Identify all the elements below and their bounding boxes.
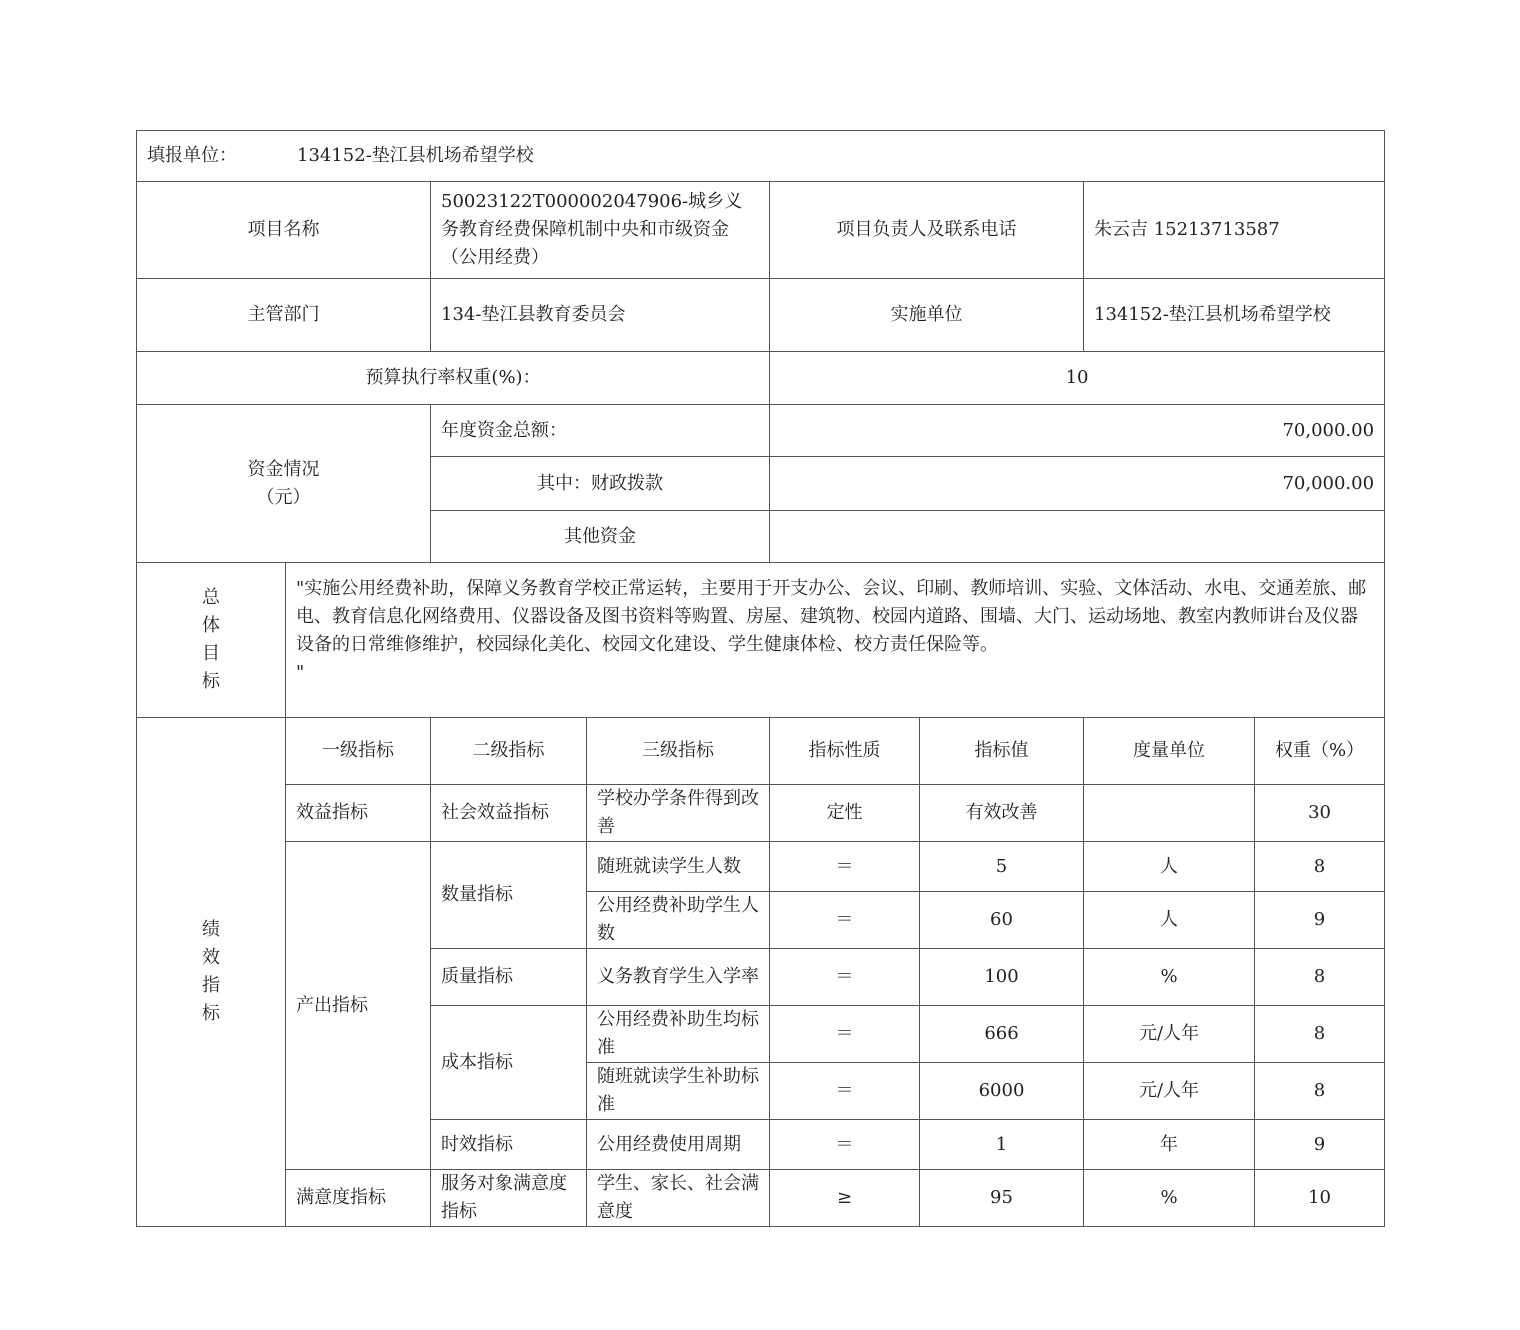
indicator-weight: 8 (1255, 1006, 1385, 1063)
indicator-unit: % (1084, 949, 1255, 1006)
indicator-name: 义务教育学生入学率 (587, 949, 770, 1006)
indicator-value: 1 (920, 1120, 1084, 1170)
funds-label-line2: （元） (256, 486, 311, 508)
performance-label: 绩效指标 (202, 919, 220, 1024)
indicator-value: 6000 (920, 1063, 1084, 1120)
level2-social: 社会效益指标 (431, 785, 587, 842)
indicator-value: 95 (920, 1170, 1084, 1227)
performance-label-cell (137, 718, 286, 1227)
header-level1: 一级指标 (286, 718, 431, 785)
reporting-unit-value: 134152-垫江县机场希望学校 (297, 145, 534, 166)
implementing-unit-label: 实施单位 (770, 279, 1084, 352)
indicator-value: 5 (920, 842, 1084, 892)
reporting-unit-label: 填报单位： (147, 145, 237, 166)
budget-weight-label: 预算执行率权重(%)： (137, 352, 770, 405)
indicator-unit: 年 (1084, 1120, 1255, 1170)
indicator-unit (1084, 785, 1255, 842)
indicator-nature: ＝ (770, 892, 920, 949)
overall-goal-label-cell (137, 563, 286, 718)
implementing-unit-value: 134152-垫江县机场希望学校 (1084, 279, 1385, 352)
level1-benefit: 效益指标 (286, 785, 431, 842)
department-value: 134-垫江县教育委员会 (431, 279, 770, 352)
project-name-label: 项目名称 (137, 182, 431, 279)
indicator-value: 有效改善 (920, 785, 1084, 842)
funds-fiscal-label: 其中：财政拨款 (431, 457, 770, 511)
indicator-name: 学生、家长、社会满意度 (587, 1170, 770, 1227)
indicator-unit: % (1084, 1170, 1255, 1227)
header-unit: 度量单位 (1084, 718, 1255, 785)
header-level2: 二级指标 (431, 718, 587, 785)
indicator-weight: 9 (1255, 1120, 1385, 1170)
header-level3: 三级指标 (587, 718, 770, 785)
indicator-name: 随班就读学生人数 (587, 842, 770, 892)
indicator-name: 公用经费补助生均标准 (587, 1006, 770, 1063)
funds-other-value (770, 511, 1385, 563)
indicator-nature: ＝ (770, 1120, 920, 1170)
level2-timeliness: 时效指标 (431, 1120, 587, 1170)
level2-cost: 成本指标 (431, 1006, 587, 1120)
indicator-nature: ≥ (770, 1170, 920, 1227)
level2-quantity: 数量指标 (431, 842, 587, 949)
header-nature: 指标性质 (770, 718, 920, 785)
indicator-nature: ＝ (770, 949, 920, 1006)
level1-output: 产出指标 (286, 842, 431, 1170)
department-label: 主管部门 (137, 279, 431, 352)
performance-target-table (136, 130, 1385, 1227)
indicator-value: 100 (920, 949, 1084, 1006)
indicator-name: 学校办学条件得到改善 (587, 785, 770, 842)
funds-label-line1: 资金情况 (247, 458, 320, 480)
indicator-weight: 9 (1255, 892, 1385, 949)
indicator-weight: 10 (1255, 1170, 1385, 1227)
funds-label (137, 405, 431, 563)
budget-weight-value: 10 (770, 352, 1385, 405)
header-value: 指标值 (920, 718, 1084, 785)
indicator-unit: 人 (1084, 842, 1255, 892)
indicator-name: 随班就读学生补助标准 (587, 1063, 770, 1120)
indicator-value: 60 (920, 892, 1084, 949)
funds-total-value: 70,000.00 (770, 405, 1385, 457)
indicator-unit: 元/人年 (1084, 1063, 1255, 1120)
indicator-value: 666 (920, 1006, 1084, 1063)
indicator-weight: 8 (1255, 1063, 1385, 1120)
indicator-weight: 8 (1255, 949, 1385, 1006)
indicator-name: 公用经费补助学生人数 (587, 892, 770, 949)
header-weight: 权重（%） (1255, 718, 1385, 785)
funds-total-label: 年度资金总额： (431, 405, 770, 457)
funds-fiscal-value: 70,000.00 (770, 457, 1385, 511)
overall-goal-label: 总体目标 (202, 587, 220, 692)
overall-goal-text: "实施公用经费补助，保障义务教育学校正常运转，主要用于开支办公、会议、印刷、教师培训、实验、文体活动、水电、交通差旅、邮电、教育信息化网络费用、仪器设备及图书资料等购置、房屋、建筑物、校园内道路、围墙、大门、运动场地、教室内教师讲台及仪器设备的日常维修维护，校园绿化美化、校园文化建设、学生健康体检、校方责任保险等。 " (286, 563, 1385, 718)
project-name-value: 50023122T000002047906-城乡义务教育经费保障机制中央和市级资金（公用经费） (431, 182, 770, 279)
project-manager-label: 项目负责人及联系电话 (770, 182, 1084, 279)
indicator-nature: ＝ (770, 842, 920, 892)
reporting-unit-row (137, 131, 1385, 182)
indicator-weight: 8 (1255, 842, 1385, 892)
indicator-unit: 人 (1084, 892, 1255, 949)
indicator-nature: 定性 (770, 785, 920, 842)
level2-service: 服务对象满意度指标 (431, 1170, 587, 1227)
indicator-weight: 30 (1255, 785, 1385, 842)
level2-quality: 质量指标 (431, 949, 587, 1006)
indicator-nature: ＝ (770, 1063, 920, 1120)
funds-other-label: 其他资金 (431, 511, 770, 563)
indicator-nature: ＝ (770, 1006, 920, 1063)
project-manager-value: 朱云吉 15213713587 (1084, 182, 1385, 279)
level1-satisfaction: 满意度指标 (286, 1170, 431, 1227)
indicator-name: 公用经费使用周期 (587, 1120, 770, 1170)
indicator-unit: 元/人年 (1084, 1006, 1255, 1063)
